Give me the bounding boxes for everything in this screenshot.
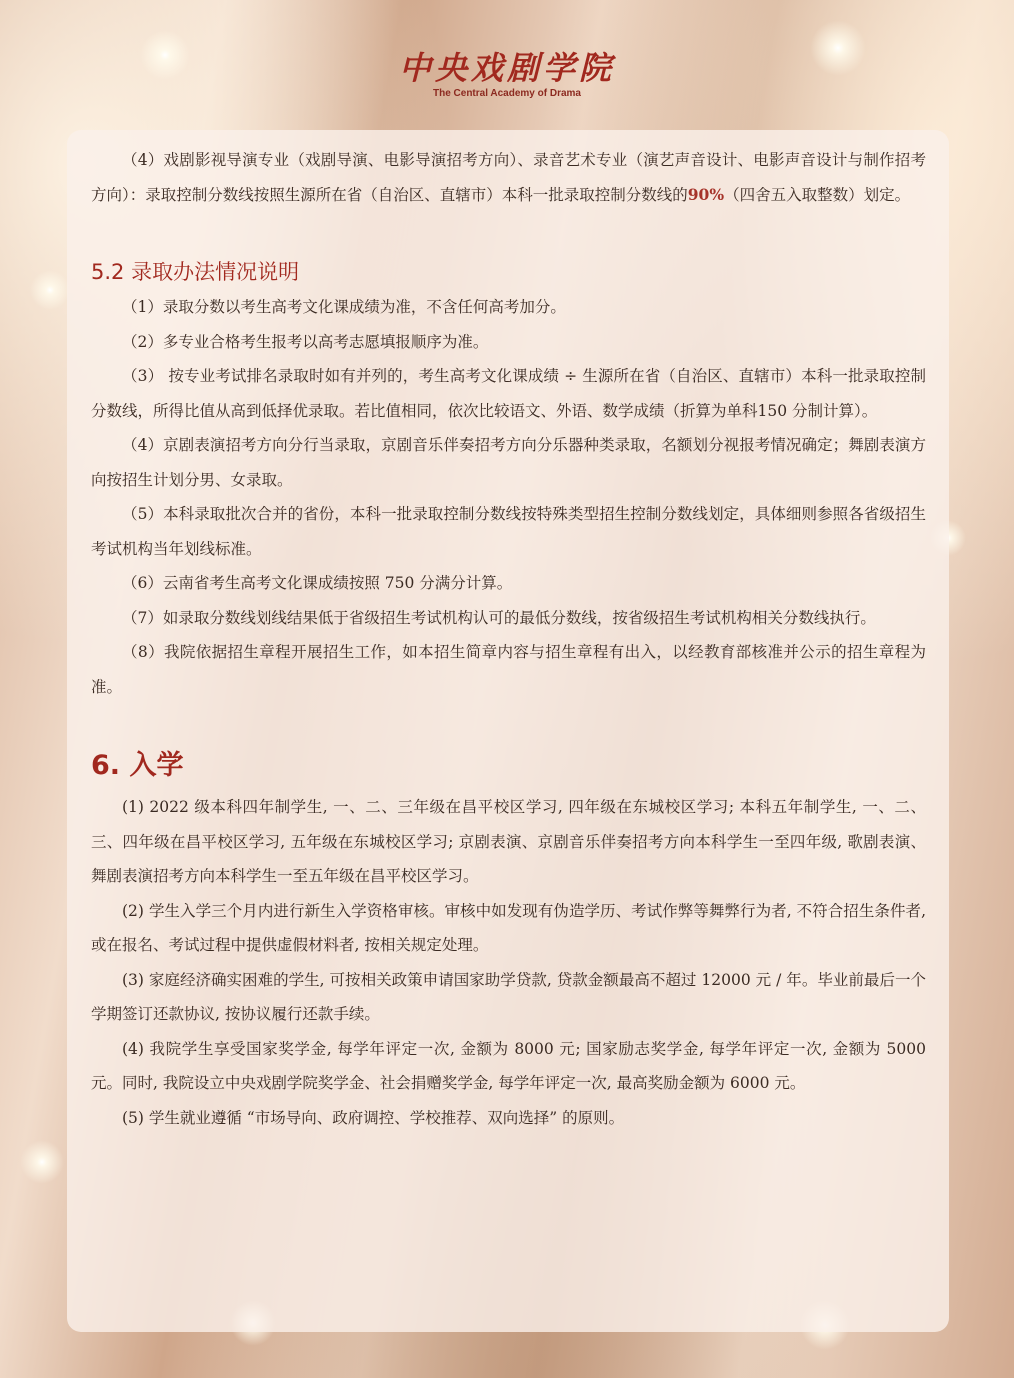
admission-item: （6）云南省考生高考文化课成绩按照 750 分满分计算。	[122, 574, 513, 592]
enrollment-item: (2) 学生入学三个月内进行新生入学资格审核。审核中如发现有伪造学历、考试作弊等舞弊行为者, 不符合招生条件者, 或在报名、考试过程中提供虚假材料者, 按相关规定处理。	[91, 901, 926, 954]
section-heading-6: 6. 入学	[91, 750, 184, 781]
logo-chinese: 中央戏剧学院	[398, 49, 615, 87]
intro-paragraph	[91, 143, 926, 212]
intro-text-end: （四舍五入取整数）划定。	[724, 185, 911, 204]
highlight-percentage: 90%	[687, 184, 725, 204]
sparkle-decoration	[20, 1140, 64, 1184]
admission-item: （7）如录取分数线划线结果低于省级招生考试机构认可的最低分数线，按省级招生考试机构相关分数线执行。	[122, 608, 876, 627]
logo-english: The Central Academy of Drama	[432, 88, 581, 99]
enrollment-item: (3) 家庭经济确实困难的学生, 可按相关政策申请国家助学贷款, 贷款金额最高不超过 12000 元 / 年。毕业前最后一个学期签订还款协议, 按协议履行还款手续。	[91, 970, 926, 1023]
enrollment-item: (5) 学生就业遵循 “市场导向、政府调控、学校推荐、双向选择” 的原则。	[122, 1108, 625, 1127]
admission-item: （1）录取分数以考生高考文化课成绩为准，不含任何高考加分。	[122, 298, 566, 316]
document-body	[91, 143, 926, 1135]
intro-text: （4）戏剧影视导演专业（戏剧导演、电影导演招考方向）、录音艺术专业（演艺声音设计、电影声音设计与制作招考方向）：录取控制分数线按照生源所在省（自治区、直辖市）本科一批录取控制分数线的	[91, 151, 926, 204]
enrollment-item: (4) 我院学生享受国家奖学金, 每学年评定一次, 金额为 8000 元; 国家励志奖学金, 每学年评定一次, 金额为 5000 元。同时, 我院设立中央戏剧学院奖学金、社会捐赠奖学金, 每学年评定一次, 最高奖励金额为 6000 元。	[91, 1039, 926, 1092]
admission-item: （4）京剧表演招考方向分行当录取，京剧音乐伴奏招考方向分乐器种类录取，名额划分视报考情况确定；舞剧表演方向按招生计划分男、女录取。	[91, 436, 926, 489]
sparkle-decoration	[30, 270, 70, 310]
header	[0, 48, 1014, 99]
admission-item: （3） 按专业考试排名录取时如有并列的，考生高考文化课成绩 ÷ 生源所在省（自治区、直辖市）本科一批录取控制分数线，所得比值从高到低择优录取。若比值相同，依次比较语文、外语、数学成绩（折算为单科150 分制计算）。	[91, 367, 926, 420]
admission-item: （5）本科录取批次合并的省份，本科一批录取控制分数线按特殊类型招生控制分数线划定，具体细则参照各省级招生考试机构当年划线标准。	[91, 505, 926, 558]
admission-item: （2）多专业合格考生报考以高考志愿填报顺序为准。	[122, 332, 489, 351]
admission-item: （8）我院依据招生章程开展招生工作，如本招生简章内容与招生章程有出入，以经教育部核准并公示的招生章程为准。	[91, 643, 926, 696]
enrollment-item: (1) 2022 级本科四年制学生, 一、二、三年级在昌平校区学习, 四年级在东城校区学习; 本科五年制学生, 一、二、三、四年级在昌平校区学习, 五年级在东城校区学习; 京剧表演、京剧音乐伴奏招考方向本科学生一至四年级, 歌剧表演、舞剧表演招考方向本科学生一至五年级在昌平校区学习。	[91, 798, 926, 885]
section-heading-5-2: 5.2 录取办法情况说明	[91, 260, 300, 284]
